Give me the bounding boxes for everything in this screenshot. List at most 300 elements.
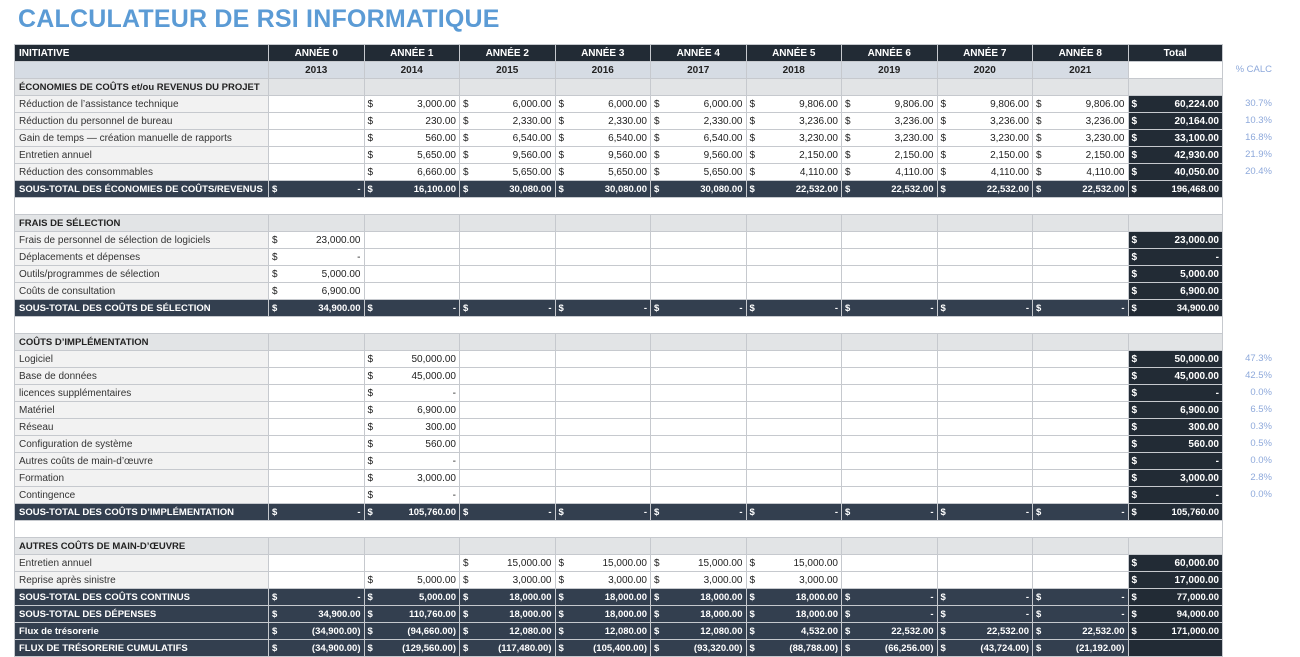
amount-value: 2,150.00 [1085, 149, 1125, 161]
value-cell-year-8 [1033, 623, 1129, 640]
currency-symbol: $ [367, 438, 374, 450]
amount-value: 18,000.00 [795, 608, 838, 620]
currency-symbol: $ [749, 132, 756, 144]
amount-value: 300.00 [1188, 421, 1219, 433]
value-cell-year-6 [842, 266, 938, 283]
currency-symbol: $ [1131, 251, 1138, 263]
section-spacer-cell [746, 538, 842, 555]
currency-symbol: $ [749, 98, 756, 110]
currency-symbol: $ [940, 608, 946, 620]
value-cell-year-6 [842, 453, 938, 470]
value-cell-year-1 [364, 368, 460, 385]
row-total [1128, 249, 1223, 266]
value-cell-year-2 [460, 640, 556, 657]
value-cell-year-3 [555, 232, 651, 249]
value-cell-year-1 [364, 147, 460, 164]
value-cell-year-2 [460, 266, 556, 283]
value-cell-year-3 [555, 351, 651, 368]
currency-symbol: $ [845, 608, 851, 620]
currency-symbol: $ [558, 132, 565, 144]
roi-table [14, 44, 1223, 657]
pct-calc-value: 20.4% [1245, 166, 1272, 177]
amount-value: - [357, 506, 361, 518]
value-cell-year-2 [460, 368, 556, 385]
row-label: Coûts de consultation [15, 283, 269, 300]
section-spacer-cell [937, 334, 1033, 351]
row-label: Gain de temps — création manuelle de rapports [15, 130, 269, 147]
column-header-row [15, 45, 1223, 62]
section-spacer-cell [460, 79, 556, 96]
amount-value: 3,000.00 [1180, 472, 1219, 484]
amount-value: 42,930.00 [1174, 149, 1219, 161]
value-cell-year-2 [460, 232, 556, 249]
currency-symbol: $ [749, 557, 756, 569]
currency-symbol: $ [845, 98, 851, 110]
value-cell-year-3 [555, 164, 651, 181]
amount-value: - [1025, 591, 1029, 603]
section-spacer-cell [364, 334, 460, 351]
amount-value: - [739, 506, 743, 518]
line-item-row [15, 96, 1223, 113]
subtotal-row [15, 181, 1223, 198]
value-cell-year-3 [555, 436, 651, 453]
calendar-year-2: 2015 [460, 62, 556, 79]
currency-symbol: $ [367, 370, 374, 382]
row-label: Reprise après sinistre [15, 572, 269, 589]
currency-symbol: $ [558, 115, 565, 127]
value-cell-year-0 [269, 470, 365, 487]
currency-symbol: $ [558, 183, 564, 195]
amount-value: 94,000.00 [1176, 608, 1219, 620]
value-cell-year-4 [651, 487, 747, 504]
amount-value: 15,000.00 [602, 557, 647, 569]
value-cell-year-5 [746, 436, 842, 453]
value-cell-year-1 [364, 640, 460, 657]
amount-value: 2,150.00 [894, 149, 934, 161]
currency-symbol: $ [1131, 591, 1137, 603]
row-label: Configuration de système [15, 436, 269, 453]
amount-value: - [357, 183, 361, 195]
line-item-row [15, 470, 1223, 487]
amount-value: 3,000.00 [608, 574, 647, 586]
amount-value: 5,650.00 [703, 166, 743, 178]
value-cell-year-5 [746, 351, 842, 368]
amount-value: 20,164.00 [1174, 115, 1219, 127]
value-cell-year-7 [937, 436, 1033, 453]
value-cell-year-4 [651, 453, 747, 470]
section-title: FRAIS DE SÉLECTION [15, 215, 269, 232]
currency-symbol: $ [749, 115, 756, 127]
value-cell-year-4 [651, 249, 747, 266]
amount-value: 4,110.00 [990, 166, 1029, 178]
value-cell-year-7 [937, 232, 1033, 249]
value-cell-year-4 [651, 385, 747, 402]
value-cell-year-1 [364, 300, 460, 317]
value-cell-year-5 [746, 419, 842, 436]
currency-symbol: $ [272, 591, 278, 603]
currency-symbol: $ [940, 149, 947, 161]
amount-value: 15,000.00 [698, 557, 743, 569]
value-cell-year-5 [746, 300, 842, 317]
currency-symbol: $ [654, 506, 660, 518]
currency-symbol: $ [558, 591, 564, 603]
value-cell-year-5 [746, 181, 842, 198]
value-cell-year-3 [555, 368, 651, 385]
currency-symbol: $ [1131, 421, 1138, 433]
amount-value: 60,224.00 [1174, 98, 1219, 110]
currency-symbol: $ [654, 608, 660, 620]
value-cell-year-0 [269, 606, 365, 623]
column-header-year-5: ANNÉE 5 [746, 45, 842, 62]
value-cell-year-1 [364, 351, 460, 368]
row-total [1128, 147, 1223, 164]
currency-symbol: $ [558, 149, 565, 161]
value-cell-year-2 [460, 504, 556, 521]
value-cell-year-0 [269, 436, 365, 453]
value-cell-year-8 [1033, 283, 1129, 300]
amount-value: 4,110.00 [799, 166, 838, 178]
section-spacer-cell [269, 215, 365, 232]
line-item-row [15, 487, 1223, 504]
amount-value: 3,000.00 [703, 574, 743, 586]
value-cell-year-2 [460, 147, 556, 164]
value-cell-year-1 [364, 487, 460, 504]
amount-value: - [1121, 302, 1125, 314]
currency-symbol: $ [367, 132, 374, 144]
amount-value: (93,320.00) [693, 642, 743, 654]
value-cell-year-2 [460, 453, 556, 470]
amount-value: 4,110.00 [1086, 166, 1125, 178]
value-cell-year-6 [842, 249, 938, 266]
value-cell-year-1 [364, 623, 460, 640]
amount-value: 15,000.00 [793, 557, 838, 569]
spacer-row [15, 317, 1223, 334]
amount-value: 3,000.00 [417, 98, 456, 110]
value-cell-year-0 [269, 164, 365, 181]
value-cell-year-3 [555, 419, 651, 436]
amount-value: (21,192.00) [1075, 642, 1125, 654]
value-cell-year-5 [746, 232, 842, 249]
row-total [1128, 368, 1223, 385]
value-cell-year-7 [937, 572, 1033, 589]
amount-value: 3,000.00 [512, 574, 552, 586]
row-label: licences supplémentaires [15, 385, 269, 402]
value-cell-year-1 [364, 606, 460, 623]
currency-symbol: $ [558, 608, 564, 620]
amount-value: 18,000.00 [700, 608, 743, 620]
value-cell-year-1 [364, 96, 460, 113]
section-spacer-cell [460, 334, 556, 351]
value-cell-year-2 [460, 470, 556, 487]
value-cell-year-6 [842, 504, 938, 521]
value-cell-year-7 [937, 402, 1033, 419]
value-cell-year-5 [746, 572, 842, 589]
value-cell-year-5 [746, 164, 842, 181]
value-cell-year-5 [746, 249, 842, 266]
currency-symbol: $ [845, 166, 851, 178]
amount-value: 77,000.00 [1176, 591, 1219, 603]
currency-symbol: $ [463, 115, 469, 127]
amount-value: - [1025, 608, 1029, 620]
amount-value: 9,806.00 [990, 98, 1029, 110]
line-item-row [15, 555, 1223, 572]
currency-symbol: $ [1036, 591, 1042, 603]
amount-value: - [452, 489, 456, 501]
value-cell-year-6 [842, 164, 938, 181]
value-cell-year-1 [364, 130, 460, 147]
amount-value: 22,532.00 [986, 625, 1029, 637]
pct-calc-value: 0.0% [1250, 489, 1272, 500]
row-total [1128, 96, 1223, 113]
amount-value: 105,760.00 [408, 506, 456, 518]
currency-symbol: $ [558, 574, 565, 586]
amount-value: 3,236.00 [799, 115, 838, 127]
summary-row [15, 623, 1223, 640]
amount-value: - [643, 302, 647, 314]
value-cell-year-8 [1033, 147, 1129, 164]
amount-value: 3,000.00 [417, 472, 456, 484]
value-cell-year-2 [460, 402, 556, 419]
value-cell-year-8 [1033, 436, 1129, 453]
value-cell-year-8 [1033, 181, 1129, 198]
currency-symbol: $ [845, 302, 851, 314]
section-header [15, 538, 1223, 555]
amount-value: 6,900.00 [1180, 285, 1219, 297]
amount-value: 6,900.00 [321, 285, 361, 297]
value-cell-year-4 [651, 436, 747, 453]
currency-symbol: $ [367, 115, 374, 127]
page-title: CALCULATEUR DE RSI INFORMATIQUE [18, 5, 500, 33]
row-total [1128, 113, 1223, 130]
currency-symbol: $ [463, 608, 469, 620]
row-total [1128, 487, 1223, 504]
value-cell-year-2 [460, 385, 556, 402]
amount-value: (43,724.00) [980, 642, 1029, 654]
amount-value: 3,230.00 [990, 132, 1029, 144]
row-label: Entretien annuel [15, 555, 269, 572]
calendar-year-5: 2018 [746, 62, 842, 79]
currency-symbol: $ [749, 149, 756, 161]
value-cell-year-2 [460, 589, 556, 606]
value-cell-year-4 [651, 164, 747, 181]
spacer-row [15, 521, 1223, 538]
value-cell-year-4 [651, 402, 747, 419]
value-cell-year-5 [746, 130, 842, 147]
value-cell-year-0 [269, 96, 365, 113]
amount-value: 3,230.00 [894, 132, 934, 144]
currency-symbol: $ [558, 166, 565, 178]
row-total [1128, 470, 1223, 487]
value-cell-year-3 [555, 402, 651, 419]
value-cell-year-3 [555, 470, 651, 487]
amount-value: - [930, 506, 934, 518]
value-cell-year-6 [842, 232, 938, 249]
amount-value: - [930, 302, 934, 314]
amount-value: - [1121, 608, 1125, 620]
amount-value: (34,900.00) [311, 625, 361, 637]
currency-symbol: $ [1131, 574, 1138, 586]
currency-symbol: $ [367, 387, 374, 399]
value-cell-year-4 [651, 419, 747, 436]
currency-symbol: $ [940, 115, 947, 127]
row-label: SOUS-TOTAL DES COÛTS CONTINUS [15, 589, 269, 606]
amount-value: (66,256.00) [884, 642, 934, 654]
calendar-year-7: 2020 [937, 62, 1033, 79]
row-label: Matériel [15, 402, 269, 419]
currency-symbol: $ [463, 574, 469, 586]
line-item-row [15, 385, 1223, 402]
currency-symbol: $ [1131, 268, 1138, 280]
value-cell-year-5 [746, 606, 842, 623]
row-total [1128, 181, 1223, 198]
section-spacer-cell [937, 538, 1033, 555]
section-spacer-cell [842, 215, 938, 232]
row-total [1128, 623, 1223, 640]
line-item-row [15, 147, 1223, 164]
amount-value: 2,330.00 [703, 115, 743, 127]
currency-symbol: $ [1131, 234, 1138, 246]
value-cell-year-7 [937, 283, 1033, 300]
amount-value: 5,000.00 [1180, 268, 1219, 280]
value-cell-year-4 [651, 283, 747, 300]
amount-value: 18,000.00 [700, 591, 743, 603]
value-cell-year-2 [460, 96, 556, 113]
value-cell-year-1 [364, 164, 460, 181]
currency-symbol: $ [367, 149, 374, 161]
value-cell-year-5 [746, 113, 842, 130]
section-spacer-cell [746, 79, 842, 96]
value-cell-year-0 [269, 487, 365, 504]
value-cell-year-5 [746, 453, 842, 470]
currency-symbol: $ [845, 591, 851, 603]
currency-symbol: $ [940, 183, 946, 195]
value-cell-year-3 [555, 147, 651, 164]
section-spacer-cell [937, 215, 1033, 232]
currency-symbol: $ [1036, 506, 1042, 518]
amount-value: 2,150.00 [990, 149, 1029, 161]
currency-symbol: $ [1131, 285, 1138, 297]
currency-symbol: $ [749, 574, 756, 586]
amount-value: 196,468.00 [1171, 183, 1219, 195]
amount-value: 5,000.00 [419, 591, 456, 603]
amount-value: - [834, 506, 838, 518]
currency-symbol: $ [1131, 132, 1138, 144]
amount-value: - [834, 302, 838, 314]
currency-symbol: $ [1036, 149, 1042, 161]
subtotal-row [15, 300, 1223, 317]
value-cell-year-7 [937, 249, 1033, 266]
amount-value: 18,000.00 [795, 591, 838, 603]
value-cell-year-7 [937, 147, 1033, 164]
currency-symbol: $ [558, 506, 564, 518]
value-cell-year-1 [364, 436, 460, 453]
currency-symbol: $ [940, 642, 946, 654]
section-spacer-cell [651, 79, 747, 96]
currency-symbol: $ [1131, 98, 1138, 110]
row-label: Réseau [15, 419, 269, 436]
value-cell-year-6 [842, 181, 938, 198]
currency-symbol: $ [272, 506, 278, 518]
amount-value: - [1215, 455, 1219, 467]
value-cell-year-2 [460, 555, 556, 572]
currency-symbol: $ [1131, 608, 1137, 620]
value-cell-year-8 [1033, 351, 1129, 368]
amount-value: - [1025, 302, 1029, 314]
currency-symbol: $ [367, 472, 374, 484]
currency-symbol: $ [1131, 302, 1137, 314]
value-cell-year-5 [746, 266, 842, 283]
value-cell-year-7 [937, 266, 1033, 283]
column-header-year-7: ANNÉE 7 [937, 45, 1033, 62]
value-cell-year-8 [1033, 640, 1129, 657]
currency-symbol: $ [1036, 115, 1042, 127]
amount-value: 3,236.00 [990, 115, 1029, 127]
value-cell-year-4 [651, 368, 747, 385]
currency-symbol: $ [1036, 98, 1042, 110]
currency-symbol: $ [1036, 166, 1042, 178]
currency-symbol: $ [367, 574, 374, 586]
currency-symbol: $ [940, 302, 946, 314]
amount-value: 23,000.00 [316, 234, 361, 246]
amount-value: 17,000.00 [1174, 574, 1219, 586]
currency-symbol: $ [654, 132, 660, 144]
value-cell-year-8 [1033, 419, 1129, 436]
currency-symbol: $ [367, 591, 373, 603]
value-cell-year-0 [269, 555, 365, 572]
section-spacer-cell [364, 79, 460, 96]
value-cell-year-0 [269, 419, 365, 436]
value-cell-year-6 [842, 419, 938, 436]
row-label: Déplacements et dépenses [15, 249, 269, 266]
amount-value: 16,100.00 [413, 183, 456, 195]
currency-symbol: $ [272, 302, 278, 314]
amount-value: 18,000.00 [604, 608, 647, 620]
value-cell-year-4 [651, 555, 747, 572]
amount-value: 34,900.00 [318, 608, 361, 620]
currency-symbol: $ [654, 183, 660, 195]
row-label: SOUS-TOTAL DES COÛTS DE SÉLECTION [15, 300, 269, 317]
value-cell-year-0 [269, 283, 365, 300]
section-header [15, 215, 1223, 232]
currency-symbol: $ [1131, 472, 1138, 484]
currency-symbol: $ [749, 302, 755, 314]
section-spacer-cell [364, 215, 460, 232]
value-cell-year-5 [746, 96, 842, 113]
currency-symbol: $ [367, 455, 374, 467]
value-cell-year-6 [842, 300, 938, 317]
currency-symbol: $ [1131, 404, 1138, 416]
amount-value: 22,532.00 [986, 183, 1029, 195]
pct-calc-value: % CALC [1235, 64, 1272, 75]
amount-value: (105,400.00) [593, 642, 647, 654]
column-header-year-8: ANNÉE 8 [1033, 45, 1129, 62]
spacer-cell [15, 198, 1223, 215]
spacer-cell [15, 317, 1223, 334]
amount-value: - [1025, 506, 1029, 518]
section-spacer-cell [1128, 215, 1223, 232]
currency-symbol: $ [940, 132, 947, 144]
currency-symbol: $ [1036, 625, 1042, 637]
value-cell-year-5 [746, 283, 842, 300]
value-cell-year-0 [269, 266, 365, 283]
value-cell-year-6 [842, 96, 938, 113]
row-total [1128, 555, 1223, 572]
section-spacer-cell [651, 538, 747, 555]
amount-value: 3,000.00 [799, 574, 838, 586]
value-cell-year-6 [842, 606, 938, 623]
value-cell-year-1 [364, 232, 460, 249]
line-item-row [15, 572, 1223, 589]
